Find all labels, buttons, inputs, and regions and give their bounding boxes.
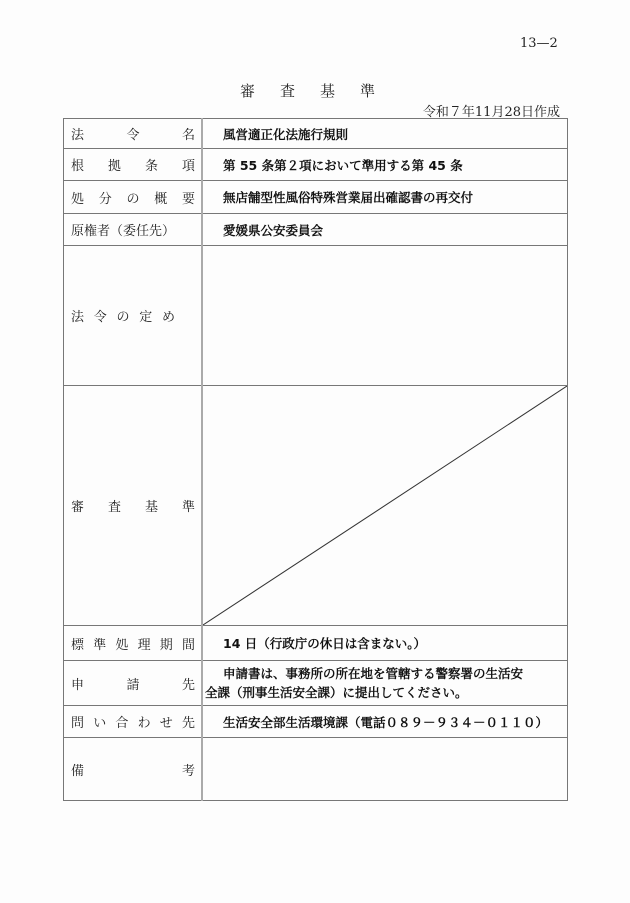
- label-char: め: [161, 310, 175, 325]
- label-char: 原権者（委任先）: [71, 224, 176, 239]
- table-row-legal-basis: [64, 149, 568, 181]
- label-char: 根: [71, 159, 85, 174]
- value-line: 申請書は、事務所の所在地を管轄する警察署の生活安: [223, 666, 524, 681]
- table-row-disposition-summary: [64, 181, 568, 214]
- label-char: 分: [98, 191, 112, 207]
- table-row-law-name: [64, 119, 568, 149]
- label-char: 合: [115, 716, 129, 731]
- label-char: 令: [126, 128, 140, 143]
- table-row-remarks: [64, 738, 568, 801]
- label-char: 法: [71, 310, 85, 325]
- label-char: 項: [181, 159, 195, 174]
- label-processing-period: [64, 626, 203, 661]
- table-row-legal-provisions: [64, 246, 568, 386]
- label-char: 請: [126, 677, 140, 693]
- label-char: 準: [93, 637, 107, 653]
- label-char: 間: [181, 637, 195, 653]
- label-original-authority: [64, 214, 203, 246]
- label-char: わ: [137, 716, 151, 731]
- value-legal-provisions: [202, 246, 568, 386]
- table-row-inquiries: [64, 706, 568, 738]
- label-char: 概: [154, 191, 168, 207]
- diagonal-strike-line: [203, 386, 567, 625]
- label-char: の: [126, 191, 140, 207]
- label-char: い: [93, 716, 107, 731]
- label-char: 令: [93, 310, 107, 325]
- label-char: 拠: [107, 159, 121, 174]
- value-processing-period: 14 日（行政庁の休日は含まない。）: [202, 626, 568, 661]
- value-application-destination: [202, 661, 568, 706]
- label-application-destination: [64, 661, 203, 706]
- label-review-standards: [64, 386, 203, 626]
- value-original-authority: 愛媛県公安委員会: [202, 214, 568, 246]
- label-inquiries: [64, 706, 203, 738]
- label-char: 審: [71, 500, 85, 515]
- value-legal-basis: 第 55 条第２項において準用する第 45 条: [202, 149, 568, 181]
- value-review-standards: [202, 386, 568, 626]
- table-row-original-authority: [64, 214, 568, 246]
- value-line: 全課（刑事生活安全課）に提出してください。: [205, 685, 468, 700]
- label-char: 先: [181, 716, 195, 731]
- label-char: 査: [107, 500, 121, 515]
- label-char: 先: [181, 677, 195, 693]
- label-char: 処: [71, 191, 85, 207]
- review-standards-table: [63, 118, 568, 801]
- table-row-application-destination: [64, 661, 568, 706]
- label-char: 問: [71, 716, 85, 731]
- label-char: 処: [115, 637, 129, 653]
- label-char: 定: [139, 310, 153, 325]
- label-char: 申: [71, 677, 85, 693]
- label-char: 備: [71, 763, 85, 779]
- label-char: 期: [159, 637, 173, 653]
- table-row-review-standards: [64, 386, 568, 626]
- label-char: 準: [181, 500, 195, 515]
- label-char: 標: [71, 637, 85, 653]
- label-char: 基: [144, 500, 158, 515]
- value-remarks: [202, 738, 568, 801]
- table-row-processing-period: [64, 626, 568, 661]
- label-char: の: [116, 310, 130, 325]
- label-char: せ: [159, 716, 173, 731]
- label-char: 条: [144, 159, 158, 174]
- title-char: 査: [280, 82, 296, 100]
- created-date: 令和７年11月28日作成: [422, 105, 560, 120]
- label-char: 要: [181, 191, 195, 207]
- page-number: 13—2: [520, 36, 558, 51]
- label-legal-provisions: [64, 246, 203, 386]
- title-char: 準: [360, 82, 376, 100]
- title-char: 審: [240, 82, 256, 100]
- value-law-name: 風営適正化法施行規則: [202, 119, 568, 149]
- label-disposition-summary: [64, 181, 203, 214]
- label-char: 理: [137, 637, 151, 653]
- label-char: 法: [71, 128, 85, 143]
- value-disposition-summary: 無店舗型性風俗特殊営業届出確認書の再交付: [202, 181, 568, 214]
- label-legal-basis: [64, 149, 203, 181]
- label-law-name: [64, 119, 203, 149]
- value-inquiries: 生活安全部生活環境課（電話０８９－９３４－０１１０）: [202, 706, 568, 738]
- label-char: 考: [181, 763, 195, 779]
- label-remarks: [64, 738, 203, 801]
- title-char: 基: [320, 82, 336, 100]
- document-title: [240, 80, 400, 101]
- label-char: 名: [181, 128, 195, 143]
